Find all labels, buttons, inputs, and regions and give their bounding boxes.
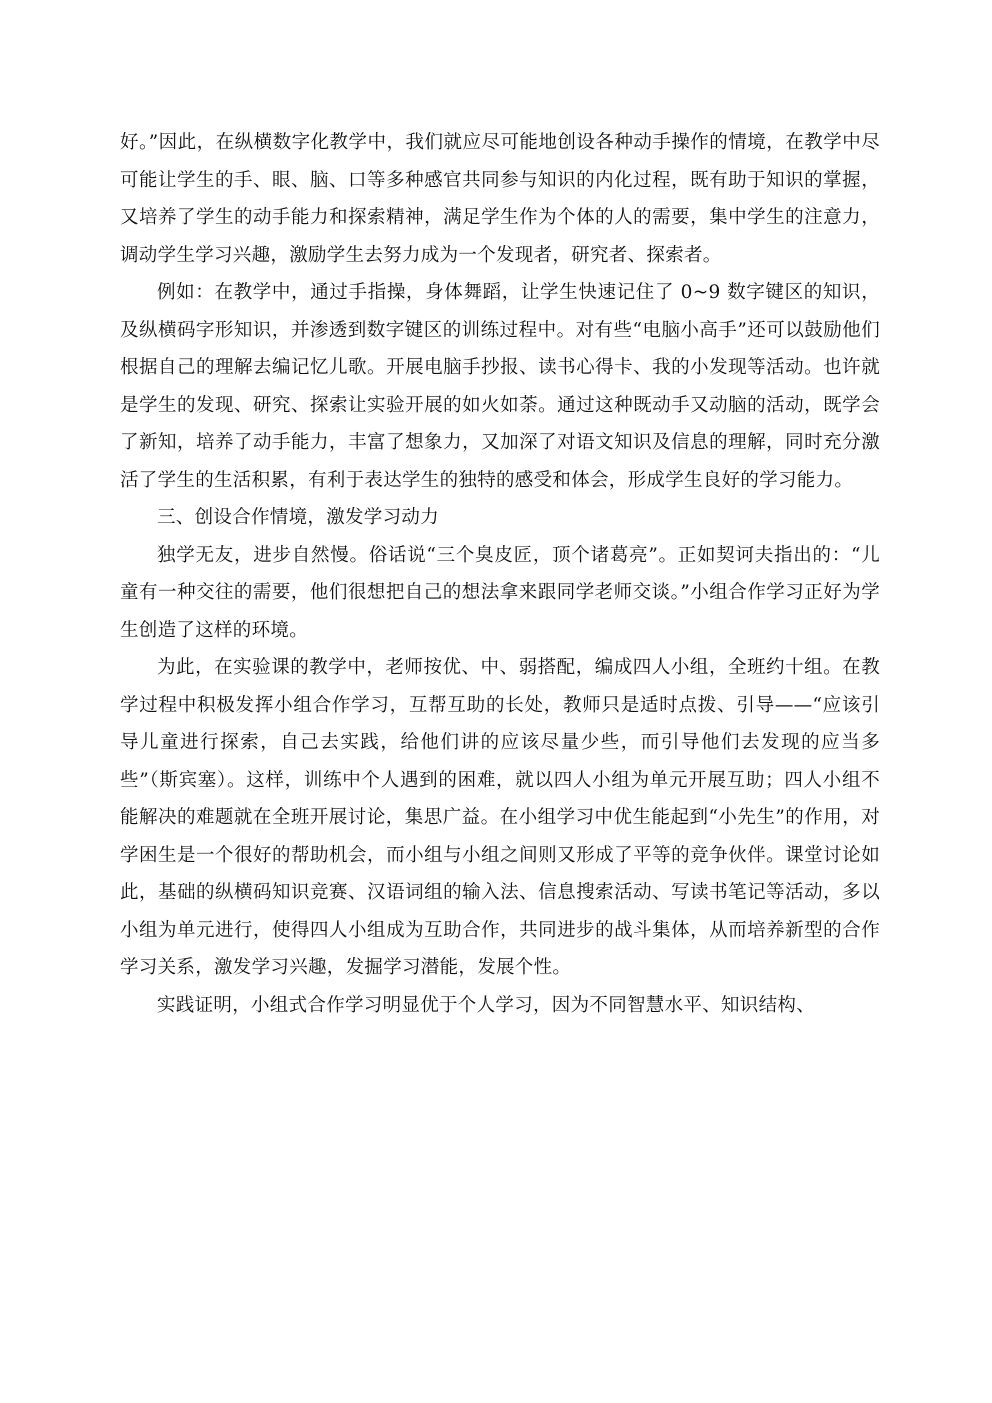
paragraph-3: 独学无友，进步自然慢。俗话说“三个臭皮匠，顶个诸葛亮”。正如契诃夫指出的：“儿童有一种交往的需要，他们很想把自己的想法拿来跟同学老师交谈。”小组合作学习正好为学生创造了这样的环境。 (120, 544, 880, 641)
paragraph-1: 好。”因此，在纵横数字化教学中，我们就应尽可能地创设各种动手操作的情境，在教学中尽可能让学生的手、眼、脑、口等多种感官共同参与知识的内化过程，既有助于知识的掌握，又培养了学生的动手能力和探索精神，满足学生作为个体的人的需要，集中学生的注意力，调动学生学习兴趣，激励学生去努力成为一个发现者，研究者、探索者。 (120, 132, 880, 266)
paragraph-5: 实践证明，小组式合作学习明显优于个人学习，因为不同智慧水平、知识结构、 (157, 994, 816, 1016)
section-heading: 三、创设合作情境，激发学习动力 (157, 507, 440, 528)
paragraph-4: 为此，在实验课的教学中，老师按优、中、弱搭配，编成四人小组，全班约十组。在教学过程中积极发挥小组合作学习，互帮互助的长处，教师只是适时点拨、引导——“应该引导儿童进行探索，自己去实践，给他们讲的应该尽量少些，而引导他们去发现的应当多些”（斯宾塞）。这样，训练中个人遇到的困难，就以四人小组为单元开展互助；四人小组不能解决的难题就在全班开展讨论，集思广益。在小组学习中优生能起到“小先生”的作用，对学困生是一个很好的帮助机会，而小组与小组之间则又形成了平等的竞争伙伴。课堂讨论如此，基础的纵横码知识竞赛、汉语词组的输入法、信息搜索活动、写读书笔记等活动，多以小组为单元进行，使得四人小组成为互助合作，共同进步的战斗集体，从而培养新型的合作学习关系，激发学习兴趣，发掘学习潜能，发展个性。 (120, 657, 880, 978)
paragraph-2: 例如：在教学中，通过手指操，身体舞蹈，让学生快速记住了 0~9 数字键区的知识，及纵横码字形知识，并渗透到数字键区的训练过程中。对有些“电脑小高手”还可以鼓励他们根据自己的理解去编记忆儿歌。开展电脑手抄报、读书心得卡、我的小发现等活动。也许就是学生的发现、研究、探索让实验开展的如火如荼。通过这种既动手又动脑的活动，既学会了新知，培养了动手能力，丰富了想象力，又加深了对语文知识及信息的理解，同时充分激活了学生的生活积累，有利于表达学生的独特的感受和体会，形成学生良好的学习能力。 (120, 282, 880, 491)
document-body (120, 124, 880, 1024)
